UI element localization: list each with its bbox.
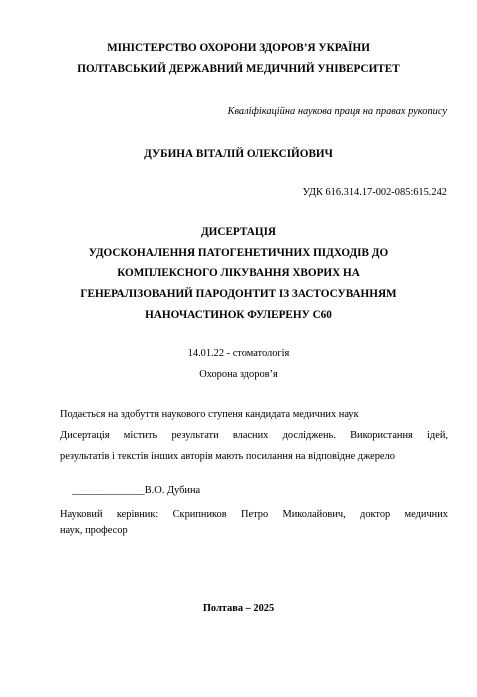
specialty-code: 14.01.22 - стоматологія bbox=[187, 348, 290, 359]
university-heading: ПОЛТАВСЬКИЙ ДЕРЖАВНИЙ МЕДИЧНИЙ УНІВЕРСИТЕТ bbox=[77, 63, 400, 75]
udc-code: УДК 616.314.17-002-085:615.242 bbox=[302, 187, 447, 198]
specialty-field: Охорона здоров’я bbox=[199, 369, 278, 380]
dissertation-title-line-4: НАНОЧАСТИНОК ФУЛЕРЕНУ С60 bbox=[145, 309, 332, 321]
supervisor-line-2: наук, професор bbox=[60, 525, 128, 536]
ministry-heading: МІНІСТЕРСТВО ОХОРОНИ ЗДОРОВ’Я УКРАЇНИ bbox=[107, 42, 370, 54]
originality-statement-line-2: результатів і текстів інших авторів мають посилання на відповідне джерело bbox=[60, 451, 395, 462]
author-name: ДУБИНА ВІТАЛІЙ ОЛЕКСІЙОВИЧ bbox=[144, 148, 333, 160]
dissertation-label: ДИСЕРТАЦІЯ bbox=[200, 226, 277, 238]
manuscript-note: Кваліфікаційна наукова праця на правах рукопису bbox=[227, 106, 447, 117]
signature-line: ______________ bbox=[72, 485, 145, 496]
originality-statement-line-1: Дисертація містить результати власних досліджень. Використання ідей, bbox=[60, 430, 448, 441]
degree-statement: Подається на здобуття наукового ступеня кандидата медичних наук bbox=[60, 409, 359, 420]
author-signature bbox=[72, 485, 200, 496]
place-year: Полтава – 2025 bbox=[202, 603, 275, 614]
dissertation-title-line-3: ГЕНЕРАЛІЗОВАНИЙ ПАРОДОНТИТ ІЗ ЗАСТОСУВАННЯМ bbox=[80, 288, 397, 300]
supervisor-line-1: Науковий керівник: Скрипников Петро Миколайович, доктор медичних bbox=[60, 509, 448, 520]
dissertation-title-line-2: КОМПЛЕКСНОГО ЛІКУВАННЯ ХВОРИХ НА bbox=[117, 267, 360, 279]
signature-name: В.О. Дубина bbox=[144, 485, 201, 496]
dissertation-title-line-1: УДОСКОНАЛЕННЯ ПАТОГЕНЕТИЧНИХ ПІДХОДІВ ДО bbox=[88, 247, 389, 259]
